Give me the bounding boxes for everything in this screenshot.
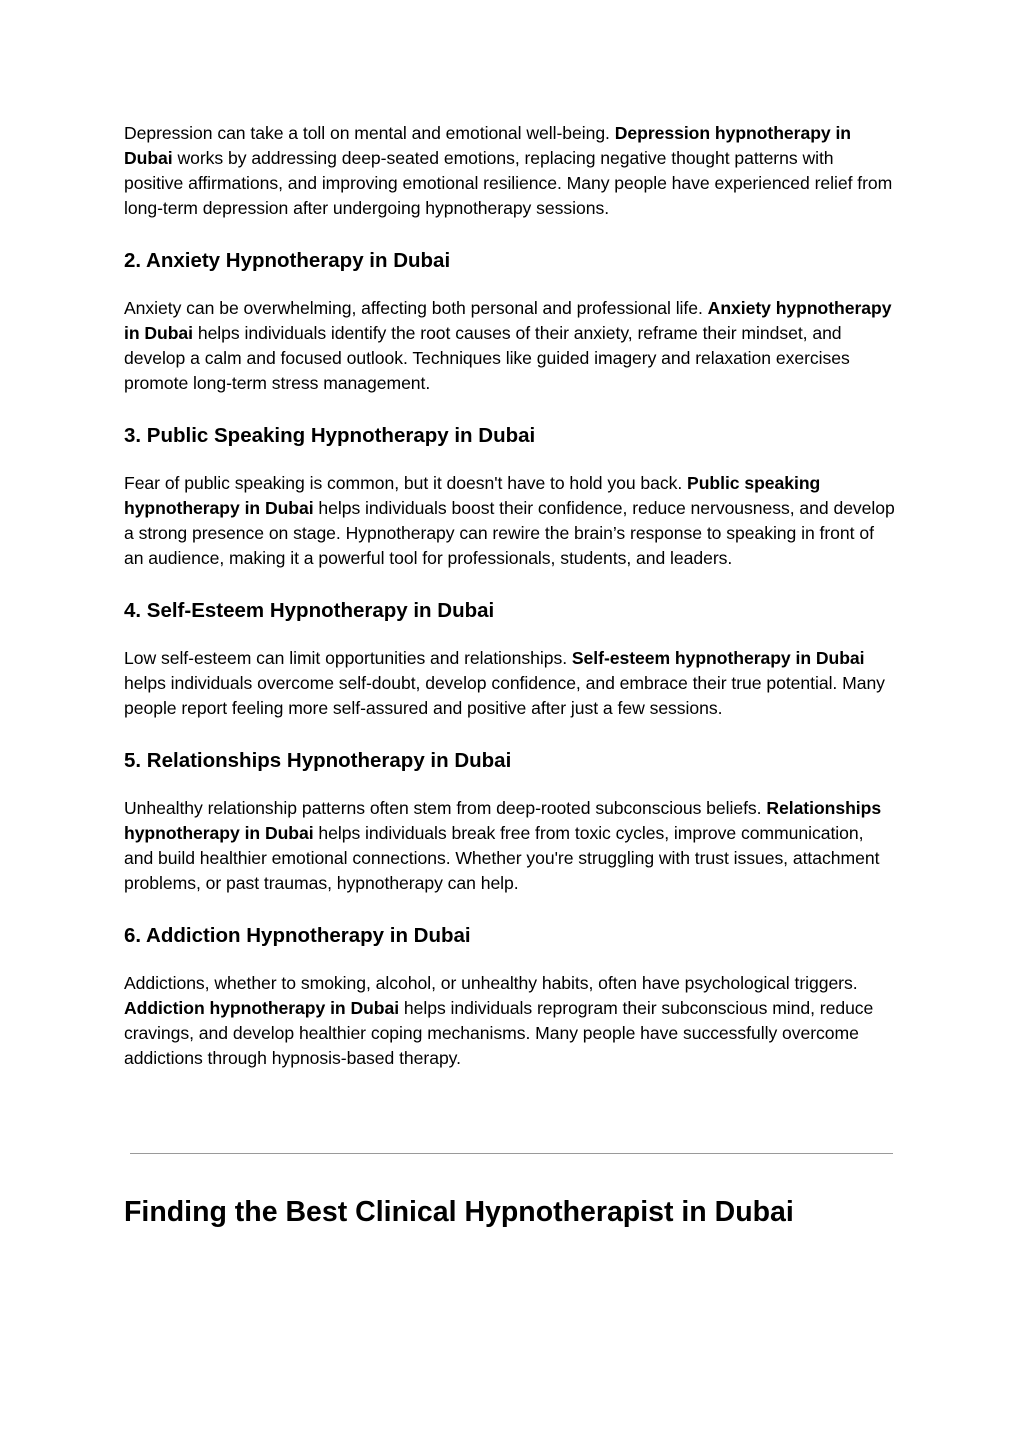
- paragraph-text-start: Low self-esteem can limit opportunities and relationships.: [124, 648, 572, 668]
- paragraph-text-end: helps individuals identify the root causes of their anxiety, reframe their mindset, and develop a calm and focused outlook. Techniques like guided imagery and relaxation exercises promote long-term stress management.: [124, 323, 850, 393]
- paragraph-text-end: helps individuals break free from toxic cycles, improve communication, and build healthier emotional connections. Whether you're struggling with trust issues, attachment problems, or past traumas, hypnotherapy can help.: [124, 823, 880, 893]
- final-heading: Finding the Best Clinical Hypnotherapist in Dubai: [124, 1196, 794, 1228]
- paragraph-bold-phrase: Addiction hypnotherapy in Dubai: [124, 998, 400, 1018]
- section-paragraph-anxiety: [124, 296, 896, 396]
- paragraph-text-end: helps individuals reprogram their subconscious mind, reduce cravings, and develop healthier coping mechanisms. Many people have successfully overcome addictions through hypnosis-based therapy.: [124, 998, 874, 1068]
- section-paragraph-public-speaking: [124, 471, 896, 571]
- section-heading-relationships: 5. Relationships Hypnotherapy in Dubai: [124, 749, 512, 772]
- paragraph-text-start: Fear of public speaking is common, but it doesn't have to hold you back.: [124, 473, 688, 493]
- paragraph-text-start: Anxiety can be overwhelming, affecting both personal and professional life.: [124, 298, 708, 318]
- intro-text-start: Depression can take a toll on mental and emotional well-being.: [124, 123, 615, 143]
- paragraph-text-start: Unhealthy relationship patterns often stem from deep-rooted subconscious beliefs.: [124, 798, 767, 818]
- section-paragraph-self-esteem: [124, 646, 896, 721]
- section-divider: [130, 1153, 893, 1154]
- intro-text-end: works by addressing deep-seated emotions, replacing negative thought patterns with positive affirmations, and improving emotional resilience. Many people have experienced relief from long-term depression after undergoing hypnotherapy sessions.: [124, 148, 893, 218]
- intro-bold-phrase: Depression hypnotherapy in Dubai: [124, 123, 852, 168]
- section-heading-self-esteem: 4. Self-Esteem Hypnotherapy in Dubai: [124, 599, 495, 622]
- paragraph-text-end: helps individuals boost their confidence, reduce nervousness, and develop a strong presence on stage. Hypnotherapy can rewire the brain’s response to speaking in front of an audience, making it a powerful tool for professionals, students, and leaders.: [124, 498, 895, 568]
- section-heading-anxiety: 2. Anxiety Hypnotherapy in Dubai: [124, 249, 451, 272]
- paragraph-bold-phrase: Self-esteem hypnotherapy in Dubai: [571, 648, 865, 668]
- paragraph-text-start: Addictions, whether to smoking, alcohol, or unhealthy habits, often have psychological triggers.: [124, 973, 858, 993]
- paragraph-text-end: helps individuals overcome self-doubt, develop confidence, and embrace their true potential. Many people report feeling more self-assured and positive after just a few sessions.: [124, 673, 885, 718]
- document-body: [124, 121, 896, 1071]
- section-heading-public-speaking: 3. Public Speaking Hypnotherapy in Dubai: [124, 424, 536, 447]
- intro-paragraph: [124, 121, 896, 221]
- paragraph-bold-phrase: Relationships hypnotherapy in Dubai: [124, 798, 882, 843]
- section-heading-addiction: 6. Addiction Hypnotherapy in Dubai: [124, 924, 471, 947]
- section-paragraph-relationships: [124, 796, 896, 896]
- paragraph-bold-phrase: Anxiety hypnotherapy in Dubai: [124, 298, 892, 343]
- section-paragraph-addiction: [124, 971, 896, 1071]
- paragraph-bold-phrase: Public speaking hypnotherapy in Dubai: [124, 473, 821, 518]
